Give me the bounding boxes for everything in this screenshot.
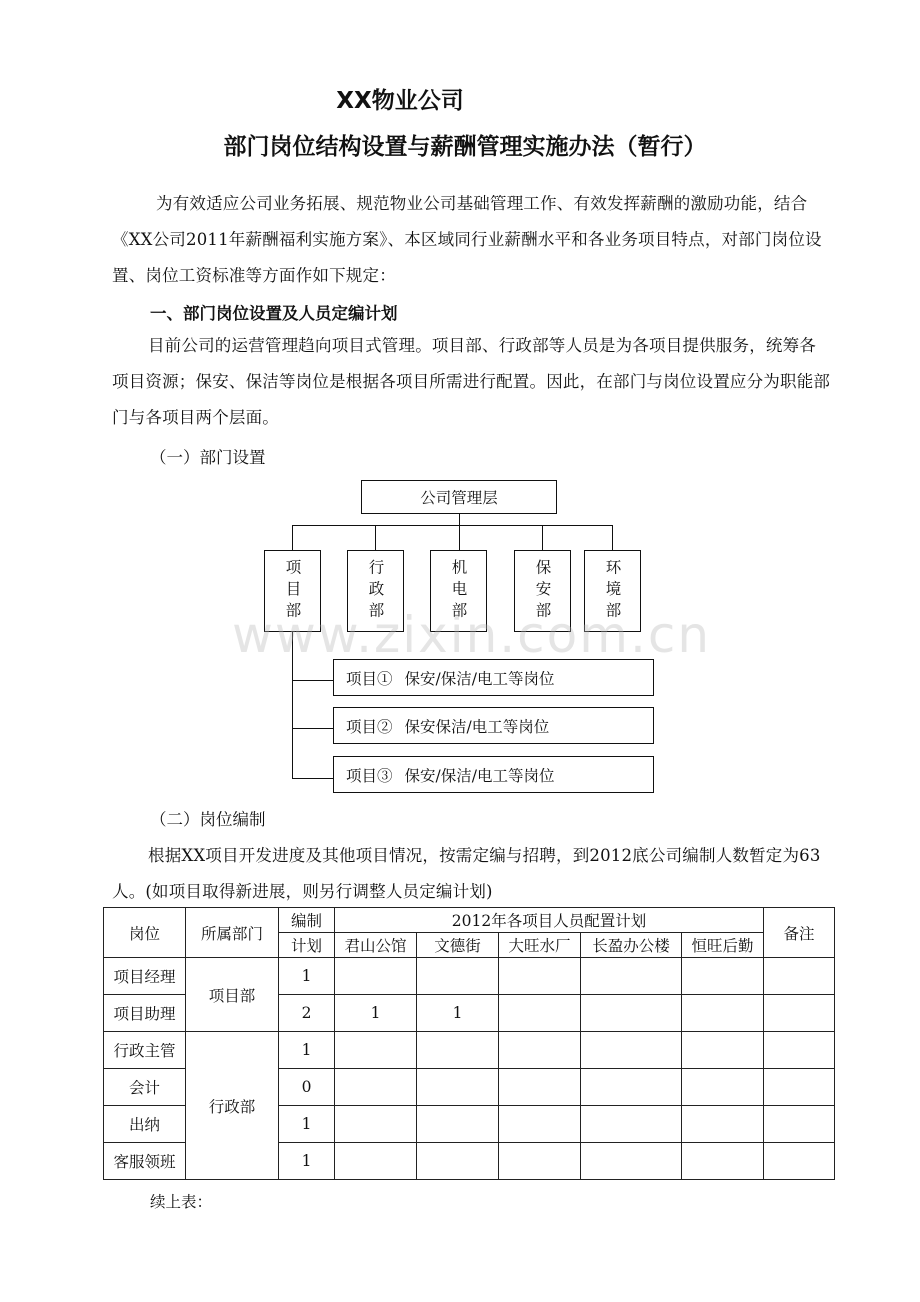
cell-value: [335, 1069, 417, 1106]
continued-note: 续上表：: [150, 1193, 213, 1211]
cell-note: [764, 958, 835, 995]
header-project: 君山公馆: [335, 933, 417, 958]
cell-value: [335, 958, 417, 995]
org-connector: [292, 728, 334, 729]
cell-plan: 2: [279, 995, 335, 1032]
org-top-label: 公司管理层: [420, 489, 498, 507]
cell-value: [682, 1106, 764, 1143]
header-plan-bottom: 计划: [279, 933, 335, 958]
cell-value: [499, 1143, 581, 1180]
watermark: www.zixin.com.cn: [232, 606, 712, 664]
project-roles: 保安/保洁/电工等岗位: [404, 766, 555, 785]
cell-value: [682, 1143, 764, 1180]
cell-value: [499, 995, 581, 1032]
header-department: 所属部门: [186, 908, 279, 958]
project-roles: 保安/保洁/电工等岗位: [404, 669, 555, 688]
intro-paragraph: 为有效适应公司业务拓展、规范物业公司基础管理工作、有效发挥薪酬的激励功能，结合《XX公司2011年薪酬福利实施方案》、本区域同行业薪酬水平和各业务项目特点，对部门岗位设置、岗位工资标准等方面作如下规定：: [112, 194, 822, 285]
header-project: 大旺水厂: [499, 933, 581, 958]
header-plan-top: 编制: [279, 908, 335, 933]
cell-value: [682, 1069, 764, 1106]
header-project-group: 2012年各项目人员配置计划: [335, 908, 764, 933]
section1-heading: 一、部门岗位设置及人员定编计划: [150, 304, 398, 323]
project-name: 项目②: [346, 717, 393, 736]
header-project: 长盈办公楼: [581, 933, 682, 958]
cell-post: 行政主管: [104, 1032, 186, 1069]
org-connector: [292, 680, 334, 681]
project-roles: 保安保洁/电工等岗位: [404, 717, 550, 736]
org-top-box: [361, 480, 557, 514]
cell-note: [764, 1032, 835, 1069]
cell-value: [581, 1069, 682, 1106]
cell-post: 项目助理: [104, 995, 186, 1032]
org-connector: [292, 525, 613, 526]
staffing-table: [103, 907, 835, 1180]
company-title: XX物业公司: [336, 88, 464, 114]
cell-value: [417, 958, 499, 995]
org-connector: [459, 525, 460, 551]
dept-label: 项目部: [283, 559, 302, 624]
table-row: [104, 1032, 835, 1069]
cell-value: [682, 995, 764, 1032]
cell-value: [499, 1032, 581, 1069]
cell-department: 项目部: [186, 958, 279, 1032]
cell-value: [682, 1032, 764, 1069]
cell-value: [499, 1106, 581, 1143]
cell-value: [682, 958, 764, 995]
project-name: 项目①: [346, 669, 393, 688]
org-connector: [542, 525, 543, 551]
project-name: 项目③: [346, 766, 393, 785]
section1-paragraph: 目前公司的运营管理趋向项目式管理。项目部、行政部等人员是为各项目提供服务，统筹各项目资源；保安、保洁等岗位是根据各项目所需进行配置。因此，在部门与岗位设置应分为职能部门与各项目两个层面。: [112, 336, 831, 427]
section2-paragraph: 根据XX项目开发进度及其他项目情况，按需定编与招聘，到2012底公司编制人数暂定为63人。(如项目取得新进展，则另行调整人员定编计划): [112, 846, 821, 901]
cell-value: [581, 958, 682, 995]
cell-value: [581, 1143, 682, 1180]
cell-note: [764, 1143, 835, 1180]
cell-note: [764, 995, 835, 1032]
cell-plan: 1: [279, 1106, 335, 1143]
org-connector: [375, 525, 376, 551]
cell-post: 会计: [104, 1069, 186, 1106]
project-box-1: [333, 659, 654, 696]
cell-value: [335, 1143, 417, 1180]
cell-value: [335, 1106, 417, 1143]
cell-value: [417, 1143, 499, 1180]
cell-value: [417, 1032, 499, 1069]
header-note: 备注: [764, 908, 835, 958]
cell-plan: 0: [279, 1069, 335, 1106]
dept-label: 保安部: [533, 559, 552, 624]
cell-value: [417, 1106, 499, 1143]
cell-department: 行政部: [186, 1032, 279, 1180]
project-box-3: [333, 756, 654, 793]
table-row: [104, 958, 835, 995]
cell-value: [417, 1069, 499, 1106]
cell-plan: 1: [279, 1032, 335, 1069]
cell-note: [764, 1069, 835, 1106]
subsection-post-staffing: （二）岗位编制: [150, 810, 266, 829]
header-project: 恒旺后勤: [682, 933, 764, 958]
document-title: 部门岗位结构设置与薪酬管理实施办法（暂行）: [223, 134, 707, 160]
org-connector: [292, 778, 334, 779]
cell-plan: 1: [279, 958, 335, 995]
cell-value: [499, 958, 581, 995]
cell-value: [581, 1032, 682, 1069]
dept-label: 行政部: [366, 559, 385, 624]
header-post: 岗位: [104, 908, 186, 958]
dept-label: 机电部: [449, 559, 468, 624]
dept-label: 环境部: [603, 559, 622, 624]
cell-post: 项目经理: [104, 958, 186, 995]
cell-value: [335, 1032, 417, 1069]
subsection-department-setup: （一）部门设置: [150, 448, 266, 467]
cell-value: [581, 995, 682, 1032]
cell-post: 出纳: [104, 1106, 186, 1143]
cell-value: 1: [417, 995, 499, 1032]
cell-value: 1: [335, 995, 417, 1032]
cell-note: [764, 1106, 835, 1143]
org-connector: [612, 525, 613, 551]
cell-value: [499, 1069, 581, 1106]
cell-value: [581, 1106, 682, 1143]
header-project: 文德街: [417, 933, 499, 958]
project-box-2: [333, 707, 654, 744]
org-connector: [292, 525, 293, 551]
cell-plan: 1: [279, 1143, 335, 1180]
cell-post: 客服领班: [104, 1143, 186, 1180]
